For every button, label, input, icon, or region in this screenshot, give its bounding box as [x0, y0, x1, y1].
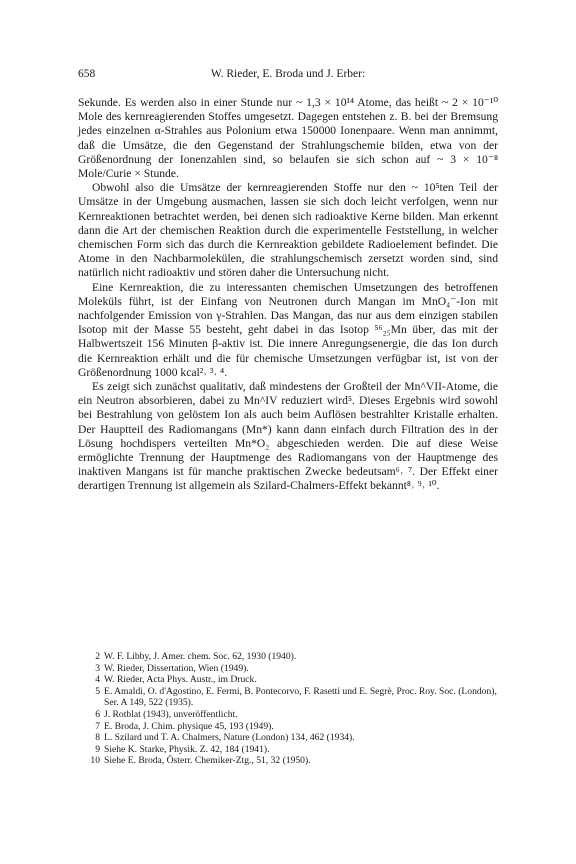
- footnote-number: 4: [95, 674, 100, 686]
- footnote-number: 3: [95, 662, 100, 674]
- footnote-number: 9: [95, 743, 100, 755]
- footnote-number: 7: [95, 720, 100, 732]
- footnote-number: 6: [95, 708, 100, 720]
- footnote: [78, 755, 498, 767]
- footnote-text: Siehe E. Broda, Österr. Chemiker-Ztg., 51, 32 (1950).: [104, 755, 311, 767]
- footnote-text: W. Rieder, Dissertation, Wien (1949).: [104, 662, 249, 674]
- footnotes: [78, 651, 498, 767]
- body-text: [78, 96, 498, 494]
- running-header: [78, 68, 498, 84]
- footnote-text: E. Broda, J. Chim. physique 45, 193 (1949).: [104, 720, 274, 732]
- footnote: [78, 674, 498, 686]
- footnote: [78, 709, 498, 721]
- running-title: W. Rieder, E. Broda und J. Erber:: [210, 68, 366, 80]
- paragraph-1: Sekunde. Es werden also in einer Stunde nur ~ 1,3 × 10¹⁴ Atome, das heißt ~ 2 × 10⁻¹⁰ Mole des kernreagierenden Stoffes umgesetzt. Dagegen entstehen z. B. bei der Bremsung jedes einzelnen α-Strahles aus Polonium etwa 150000 Ionenpaare. Wenn man annimmt, daß die Umsätze, die den Gegenstand der Strahlungschemie bilden, etwa von der Größenordnung der Ionenzahlen sind, so belaufen sie sich schon auf ~ 3 × 10⁻⁸ Mole/Curie × Stunde.: [78, 96, 498, 181]
- footnote-text: E. Amaldi, O. d'Agostino, E. Fermi, B. Pontecorvo, F. Rasetti und E. Segrè, Proc. Roy. Soc. (London), Ser. A 149, 522 (1935).: [104, 685, 497, 709]
- footnote: [78, 721, 498, 733]
- paragraph-3: Eine Kernreaktion, die zu interessanten chemischen Umsetzungen des betroffenen Moleküls führt, ist der Einfang von Neutronen durch Mangan im MnO₄⁻-Ion mit nachfolgender Emission von γ-Strahlen. Das Mangan, das nur aus dem einzigen stabilen Isotop mit der Masse 55 besteht, geht dabei in das Isotop ⁵⁶₂₅Mn über, das mit der Halbwertszeit 156 Minuten β-aktiv ist. Die innere Anregungsenergie, die das Ion durch die Kernreaktion erhält und die für chemische Umsetzungen verfügbar ist, ist von der Größenordnung 1000 kcal²˒ ³˒ ⁴.: [78, 280, 498, 379]
- footnote-number: 8: [95, 732, 100, 744]
- footnote-text: Siehe K. Starke, Physik. Z. 42, 184 (1941).: [104, 743, 270, 755]
- footnote-text: L. Szilard und T. A. Chalmers, Nature (London) 134, 462 (1934).: [104, 732, 355, 744]
- page-number: 658: [78, 68, 96, 80]
- footnote-number: 5: [95, 685, 100, 697]
- footnote-text: W. Rieder, Acta Phys. Austr., im Druck.: [104, 674, 257, 686]
- footnote-text: W. F. Libby, J. Amer. chem. Soc. 62, 1930 (1940).: [104, 651, 297, 662]
- footnote: [78, 686, 498, 709]
- paragraph-2: Obwohl also die Umsätze der kernreagierenden Stoffe nur den ~ 10⁵ten Teil der Umsätze in der Umgebung ausmachen, lassen sie sich doch leicht verfolgen, wenn nur Kernreaktionen betrachtet werden, bei denen sich radioaktive Kerne bilden. Man erkennt dann die Art der chemischen Reaktion durch die experimentelle Feststellung, in welcher chemischen Form sich das durch die Kernreaktion gebildete Radioelement befindet. Die Atome in den Nachbarmolekülen, die strahlungschemisch zersetzt worden sind, sind natürlich nicht radioaktiv und stören daher die Untersuchung nicht.: [78, 181, 498, 280]
- footnote: [78, 651, 498, 663]
- footnote-text: J. Rotblat (1943), unveröffentlicht.: [104, 708, 238, 720]
- footnote-number: 2: [95, 651, 100, 662]
- footnote-number: 10: [90, 755, 100, 767]
- footnote: [78, 732, 498, 744]
- footnote: [78, 744, 498, 756]
- footnote: [78, 663, 498, 675]
- paragraph-4: Es zeigt sich zunächst qualitativ, daß mindestens der Großteil der Mn^VII-Atome, die ein Neutron absorbieren, dabei zu Mn^IV reduziert wird⁵. Dieses Ergebnis wird sowohl bei Bestrahlung von gelöstem Ion als auch beim Auflösen bestrahlter Kristalle erhalten. Der Hauptteil des Radiomangans (Mn*) kann dann einfach durch Filtration des in der Lösung hochdispers verteilten Mn*O₂ abgeschieden werden. Die auf diese Weise ermöglichte Trennung der Hauptmenge des Radiomangans von der Hauptmenge des inaktiven Mangans ist für manche praktischen Zwecke bedeutsam⁶˒ ⁷. Der Effekt einer derartigen Trennung ist allgemein als Szilard-Chalmers-Effekt bekannt⁸˒ ⁹˒ ¹⁰.: [78, 380, 498, 493]
